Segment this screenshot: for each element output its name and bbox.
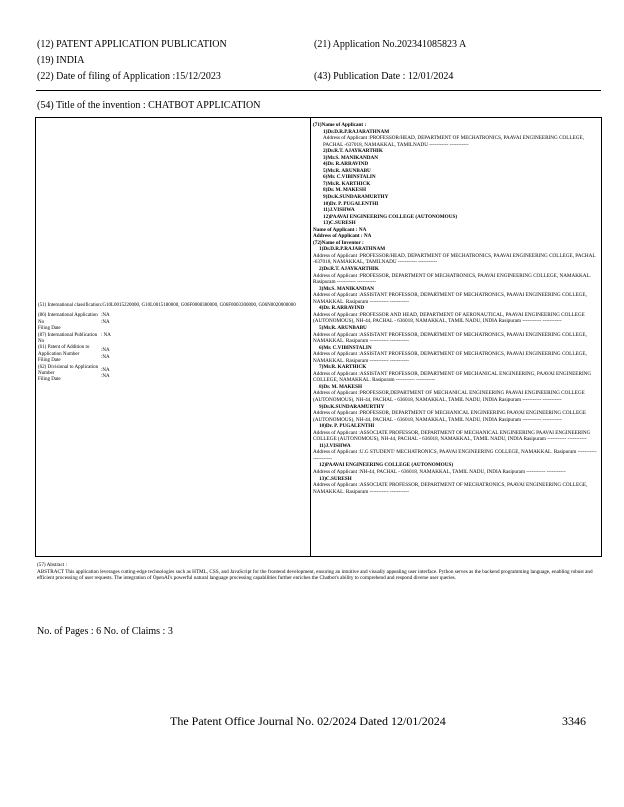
abstract-section — [37, 562, 599, 582]
applicant-13: 13)C.SURESH — [323, 220, 356, 227]
applicant-5: 5)Mr.R. ARUNBABU — [323, 167, 371, 174]
table-divider — [310, 117, 311, 557]
applicant-3: 3)Mr.S. MANIKANDAN — [323, 154, 378, 161]
field-value: : NA — [101, 332, 111, 338]
applicants-heading: (71)Name of Applicant : — [313, 122, 367, 128]
inventor-13-address: Address of Applicant :ASSOCIATE PROFESSOR, DEPARTMENT OF MECHATRONICS, PAAVAI ENGINEERING COLLEGE, NAMAKKAL. Rasipuram ----------- ----------- — [313, 482, 588, 495]
field-label: (86) International Application No Filing Date — [38, 313, 98, 332]
applicant-inventor-column — [313, 122, 599, 495]
inventor-2-address: Address of Applicant :PROFESSOR, DEPARTMENT OF MECHATRONICS, PAAVAI ENGINEERING COLLEGE, NAMAKKAL. Rasipuram ----------- ----------- — [313, 272, 591, 286]
inventor-13-name: 13)C.SURESH — [319, 475, 352, 482]
applicant-12: 12)PAAVAI ENGINEERING COLLEGE (AUTONOMOUS) — [323, 213, 458, 220]
inventor-9-address: Address of Applicant :PROFESSOR, DEPARTMENT OF MECHANICAL ENGINEERING PAAVAI ENGINEERING COLLEGE (AUTONOMOUS), NH-44, PACHAL - 636018, NAMAKKAL, TAMIL NADU, INDIA Rasipuram ----------- ----------- — [313, 410, 587, 423]
applicant-8: 8)Dr. M. MAKESH — [323, 187, 367, 194]
inventor-8-address: Address of Applicant :PROFESSOR,DEPARTMENT OF MECHANICAL ENGINEERING PAAVAI ENGINEERING COLLEGE (AUTONOMOUS), NH-44, PACHAL - 636018, NAMAKKAL, TAMIL NADU, INDIA Rasipuram ----------- ----------- — [313, 390, 585, 403]
filing-date: (22) Date of filing of Application :15/12/2023 — [37, 71, 221, 82]
applicant-10: 10)Dr. P. PUGALENTHI — [323, 200, 379, 207]
inventor-5-address: Address of Applicant :ASSISTANT PROFESSOR, DEPARTMENT OF MECHATRONICS, PAAVAI ENGINEERING COLLEGE, NAMAKKAL. Rasipuram ----------- ----------- — [313, 331, 587, 345]
field-row-62 — [38, 365, 308, 384]
field-row-86 — [38, 313, 308, 332]
inventor-7-name: 7)Mr.R. KARTHICK — [319, 364, 367, 371]
inventor-4-name: 4)Dr. R.ARRAVIND — [319, 305, 365, 312]
publication-date: (43) Publication Date : 12/01/2024 — [314, 71, 454, 82]
abstract-heading: (57) Abstract : — [37, 562, 67, 568]
inventor-11-name: 11)J.VISHWA — [319, 442, 351, 449]
journal-footer: The Patent Office Journal No. 02/2024 Dated 12/01/2024 — [170, 714, 446, 728]
left-fields — [38, 303, 308, 384]
inventors-heading: (72)Name of Inventor : — [313, 239, 364, 246]
country: (19) INDIA — [37, 55, 85, 66]
inventor-10-address: Address of Applicant :ASSOCIATE PROFESSOR, DEPARTMENT OF MECHANICAL ENGINEERING PAAVAI ENGINEERING COLLEGE (AUTONOMOUS), NH-44, PACHAL - 636018, NAMAKKAL, TAMIL NADU, INDIA Rasipuram ----------- ----------- — [313, 429, 591, 443]
applicant-7: 7)Mr.R. KARTHICK — [323, 180, 371, 187]
application-number: (21) Application No.202341085823 A — [314, 39, 467, 50]
field-label: (61) Patent of Addition to Application Number Filing Date — [38, 345, 90, 364]
abstract-text: ABSTRACT This application leverages cutting-edge technologies such as HTML, CSS, and JavaScript for the frontend development, ensuring an intuitive and visually appealing user interface. Python serves as the backend programming language, enabling robust and efficient processing of user requests. The integration of OpenAI's powerful natural language processing capabilities further enriches the Chatbot's ability to comprehend and respond diverse user queries. — [37, 568, 593, 582]
field-value: :NA :NA — [101, 313, 110, 325]
inventor-8-name: 8)Dr. M. MAKESH — [319, 383, 363, 390]
applicant-1-name: 1)Dr.D.R.P.RAJARATHNAM — [323, 128, 390, 135]
invention-title: (54) Title of the invention : CHATBOT APPLICATION — [37, 100, 261, 111]
field-label: (62) Divisional to Application Number Filing Date — [38, 364, 99, 383]
inventor-10-name: 10)Dr. P. PUGALENTHI — [319, 423, 375, 430]
inventor-7-address: Address of Applicant :ASSISTANT PROFESSOR, DEPARTMENT OF MECHANICAL ENGINEERING, PAAVAI ENGINEERING COLLEGE, NAMAKKAL. Rasipuram ----------- ----------- — [313, 370, 592, 384]
applicant-4: 4)Dr. R.ARRAVIND — [323, 161, 369, 168]
field-row-87 — [38, 333, 308, 346]
pages-and-claims: No. of Pages : 6 No. of Claims : 3 — [37, 626, 173, 637]
inventor-5-name: 5)Mr.R. ARUNBABU — [319, 324, 367, 331]
field-value: :NA :NA — [101, 348, 110, 360]
header-rule — [36, 90, 601, 91]
field-label: (87) International Publication No — [38, 332, 98, 345]
inventor-3-name: 3)Mr.S. MANIKANDAN — [319, 285, 374, 292]
inventor-6-address: Address of Applicant :ASSISTANT PROFESSOR, DEPARTMENT OF MECHATRONICS, PAAVAI ENGINEERING COLLEGE, NAMAKKAL. Rasipuram ----------- ----------- — [313, 351, 587, 364]
applicant-9: 9)Dr.K.SUNDARAMURTHY — [323, 194, 389, 201]
applicant-address-na: Address of Applicant : NA — [313, 233, 372, 240]
applicant-6: 6)Mr. C.VIBINSTALIN — [323, 174, 376, 181]
inventor-6-name: 6)Mr. C.VIBINSTALIN — [319, 344, 372, 351]
applicant-11: 11)J.VISHWA — [323, 207, 355, 214]
page-number: 3346 — [562, 714, 586, 728]
applicant-name-na: Name of Applicant : NA — [313, 226, 367, 233]
inventor-1-name: 1)Dr.D.R.P.RAJARATHNAM — [319, 246, 386, 253]
field-label: (51) International classification — [38, 303, 101, 308]
field-value: :NA :NA — [101, 367, 110, 380]
inventor-9-name: 9)Dr.K.SUNDARAMURTHY — [319, 403, 385, 410]
field-row-51 — [38, 303, 308, 309]
inventor-2-name: 2)Dr.R.T. AJAYKARTHIK — [319, 266, 379, 273]
inventor-3-address: Address of Applicant :ASSISTANT PROFESSOR, DEPARTMENT OF MECHATRONICS, PAAVAI ENGINEERING COLLEGE, NAMAKKAL. Rasipuram ----------- ----------- — [313, 292, 587, 305]
applicant-2: 2)Dr.R.T. AJAYKARTHIK — [323, 148, 383, 155]
applicant-1-address: Address of Applicant :PROFESSOR/HEAD, DEPARTMENT OF MECHATRONICS, PAAVAI ENGINEERING COLLEGE, PACHAL -637018, NAMAKKAL, TAMILNADU ----------- ----------- — [323, 135, 584, 148]
inventor-12-address: Address of Applicant :NH-44, PACHAL - 636018, NAMAKKAL, TAMIL NADU, INDIA Rasipuram ----------- ----------- — [313, 468, 566, 475]
inventor-12-name: 12)PAAVAI ENGINEERING COLLEGE (AUTONOMOUS) — [319, 462, 454, 469]
inventor-1-address: Address of Applicant :PROFESSOR/HEAD, DEPARTMENT OF MECHATRONICS, PAAVAI ENGINEERING COLLEGE, PACHAL -637018, NAMAKKAL, TAMILNADU ----------- ----------- — [313, 252, 596, 266]
inventor-4-address: Address of Applicant :PROFESSOR AND HEAD, DEPARTMENT OF AERONAUTICAL, PAAVAI ENGINEERING COLLEGE (AUTONOMOUS), NH-44, PACHAL - 636018, NAMAKKAL, TAMIL NADU, INDIA Rasipuram ----------- ----------- — [313, 311, 585, 325]
inventor-11-address: Address of Applicant :U.G STUDENT/ MECHATRONICS, PAAVAI ENGINEERING COLLEGE, NAMAKKAL. Rasipuram ----------- ----------- — [313, 449, 597, 462]
publication-type: (12) PATENT APPLICATION PUBLICATION — [37, 39, 227, 50]
field-value: :G10L0015220000, G10L0015180000, G06F0008380000, G06F0003300000, G06N0020000000 — [101, 303, 296, 308]
field-row-61 — [38, 345, 308, 364]
